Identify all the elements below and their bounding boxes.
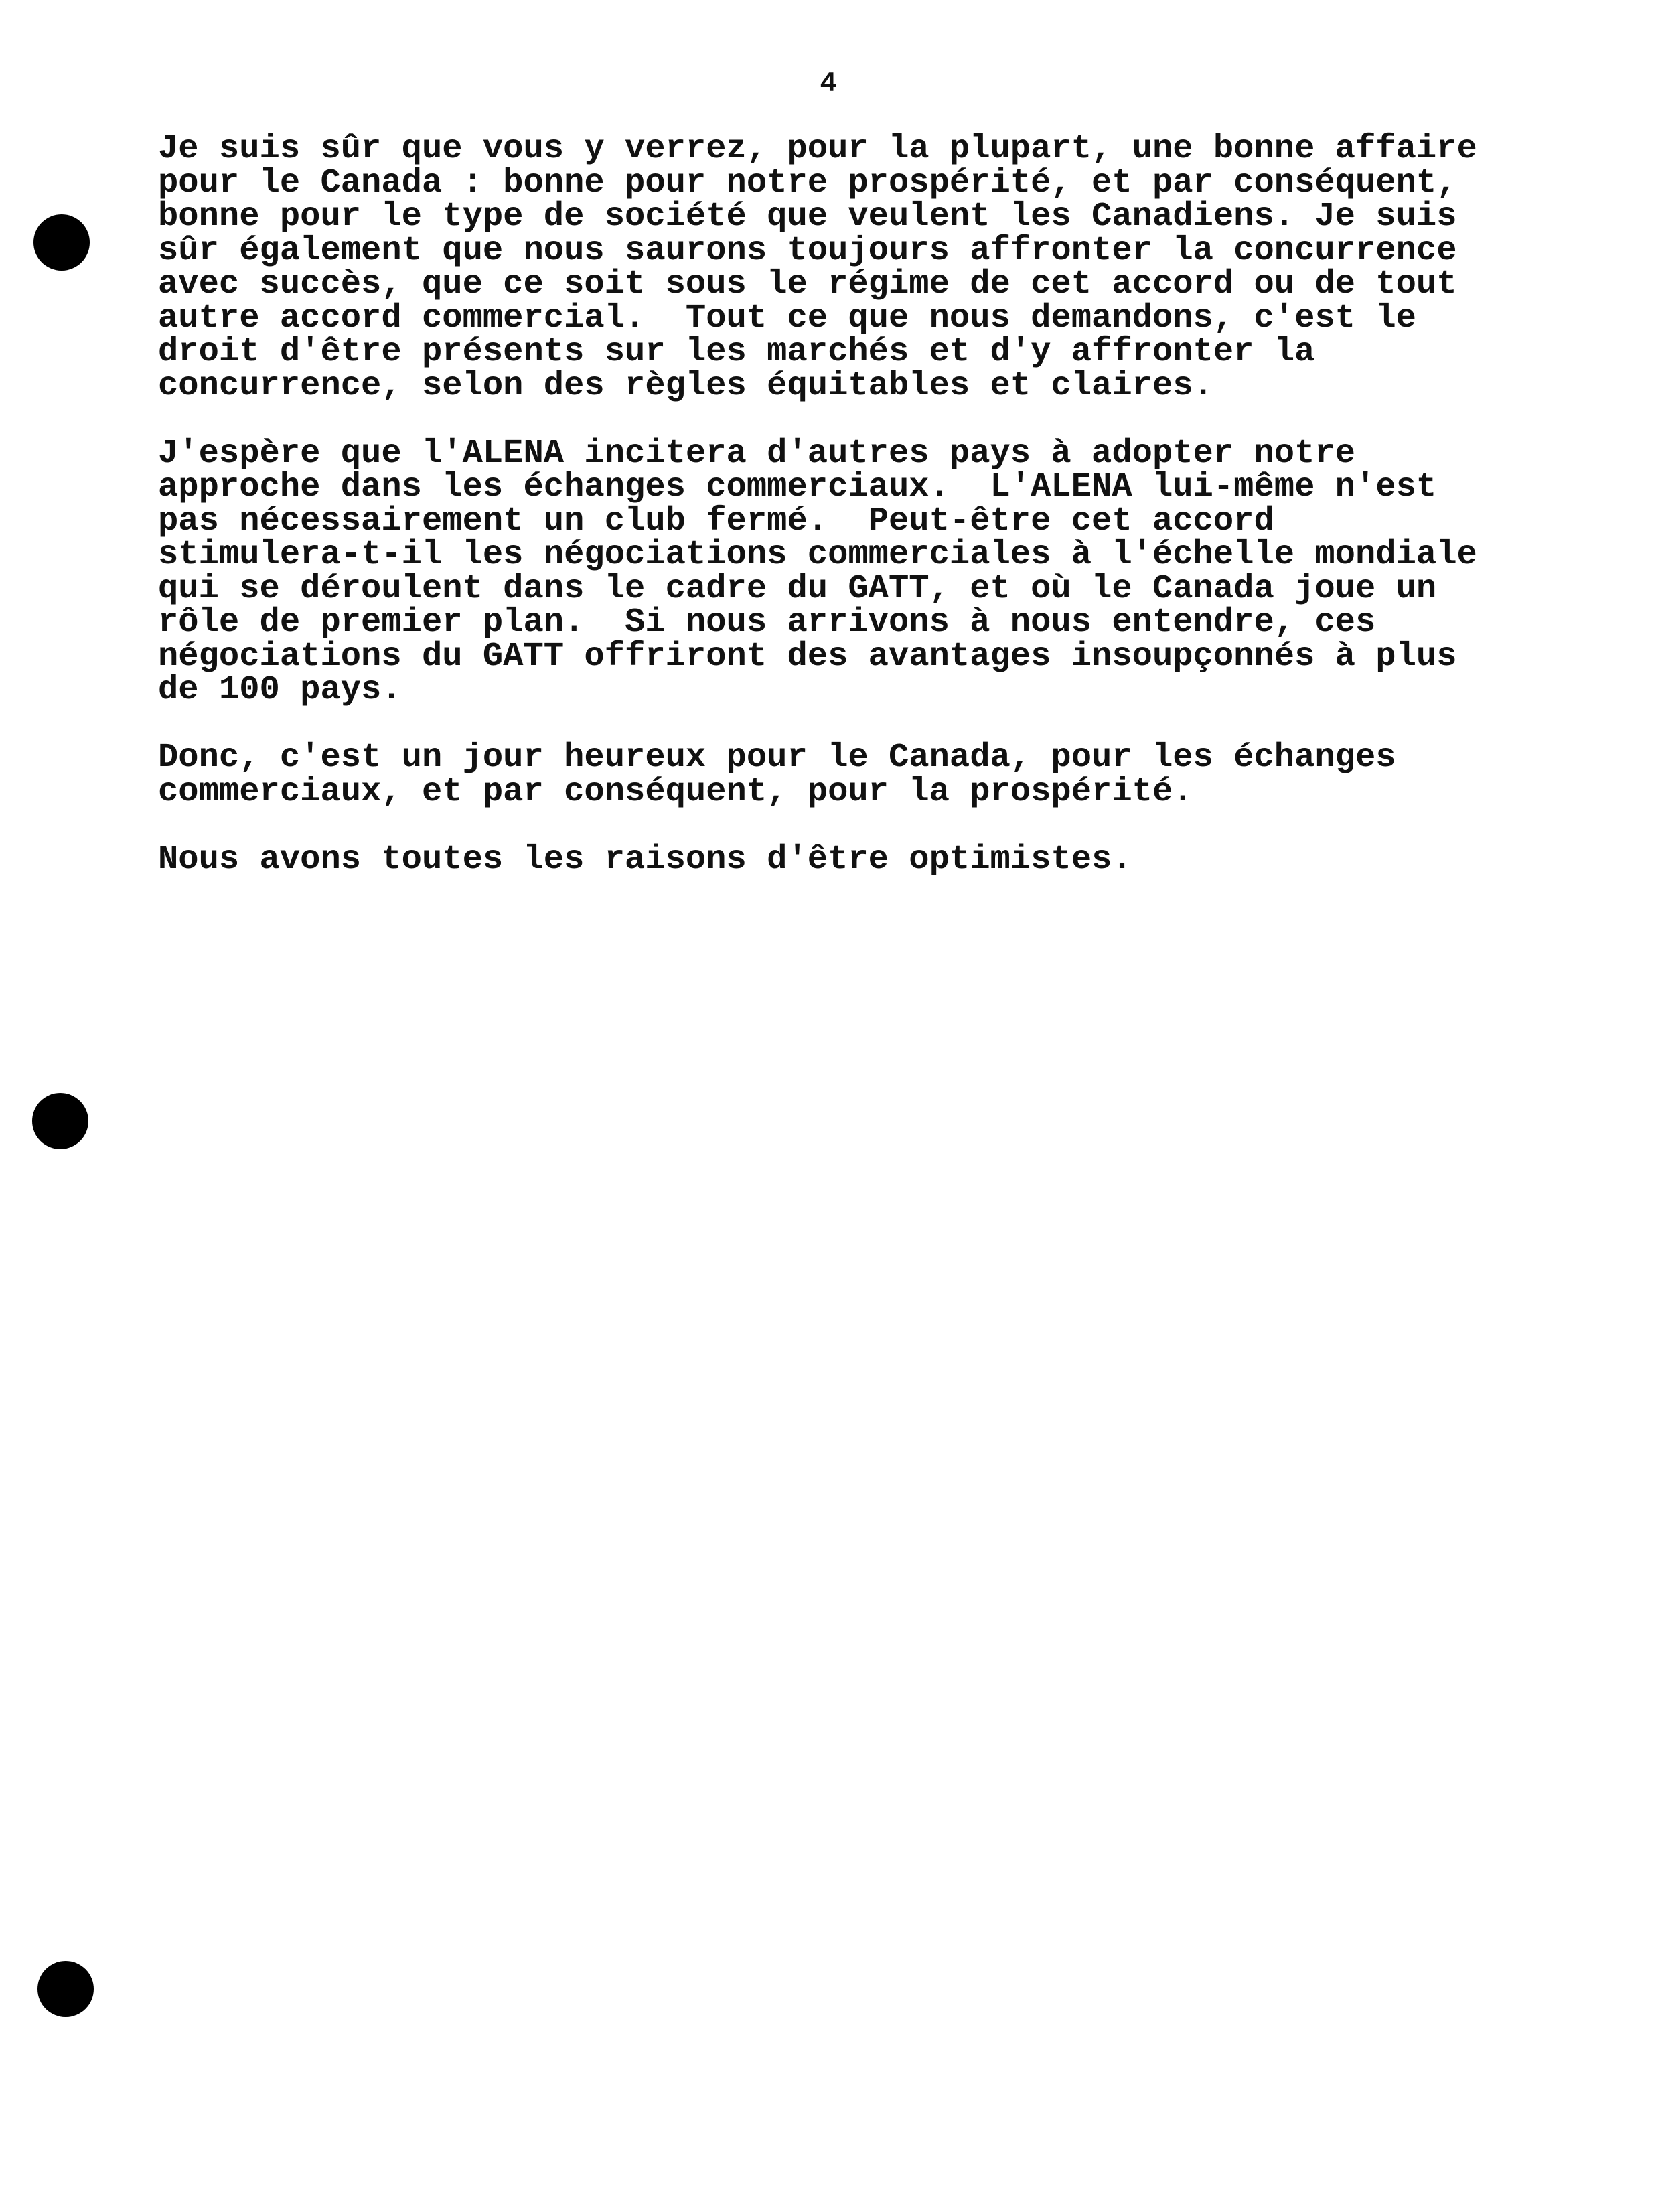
paragraph-3 <box>158 741 1564 809</box>
text-line: qui se déroulent dans le cadre du GATT, et où le Canada joue un <box>158 569 1437 608</box>
text-line: commerciaux, et par conséquent, pour la prospérité. <box>158 772 1193 811</box>
text-line: avec succès, que ce soit sous le régime de cet accord ou de tout <box>158 265 1457 303</box>
text-line: J'espère que l'ALENA incitera d'autres pays à adopter notre <box>158 434 1355 473</box>
text-line: pas nécessairement un club fermé. Peut-être cet accord <box>158 502 1274 540</box>
text-line: stimulera-t-il les négociations commerciales à l'échelle mondiale <box>158 536 1477 574</box>
text-line: rôle de premier plan. Si nous arrivons à nous entendre, ces <box>158 603 1376 642</box>
text-line: autre accord commercial. Tout ce que nous demandons, c'est le <box>158 299 1416 338</box>
text-line: négociations du GATT offriront des avantages insoupçonnés à plus <box>158 637 1457 676</box>
text-line: approche dans les échanges commerciaux. L'ALENA lui-même n'est <box>158 468 1437 506</box>
punch-hole-middle <box>32 1093 88 1149</box>
text-line: sûr également que nous saurons toujours affronter la concurrence <box>158 231 1457 270</box>
text-line: concurrence, selon des règles équitables et claires. <box>158 366 1213 405</box>
punch-hole-bottom <box>37 1961 94 2017</box>
body-text <box>158 130 1564 911</box>
punch-hole-top <box>33 214 90 271</box>
text-line: bonne pour le type de société que veulent les Canadiens. Je suis <box>158 198 1457 236</box>
text-line: droit d'être présents sur les marchés et d'y affronter la <box>158 333 1315 371</box>
paragraph-2 <box>158 434 1564 709</box>
paragraph-1 <box>158 130 1564 405</box>
page-number: 4 <box>820 68 837 100</box>
text-line: pour le Canada : bonne pour notre prospérité, et par conséquent, <box>158 163 1457 202</box>
text-line: Je suis sûr que vous y verrez, pour la plupart, une bonne affaire <box>158 130 1477 168</box>
text-line: de 100 pays. <box>158 671 402 709</box>
text-line: Nous avons toutes les raisons d'être optimistes. <box>158 840 1132 879</box>
paragraph-4 <box>158 840 1564 879</box>
text-line: Donc, c'est un jour heureux pour le Canada, pour les échanges <box>158 739 1396 777</box>
